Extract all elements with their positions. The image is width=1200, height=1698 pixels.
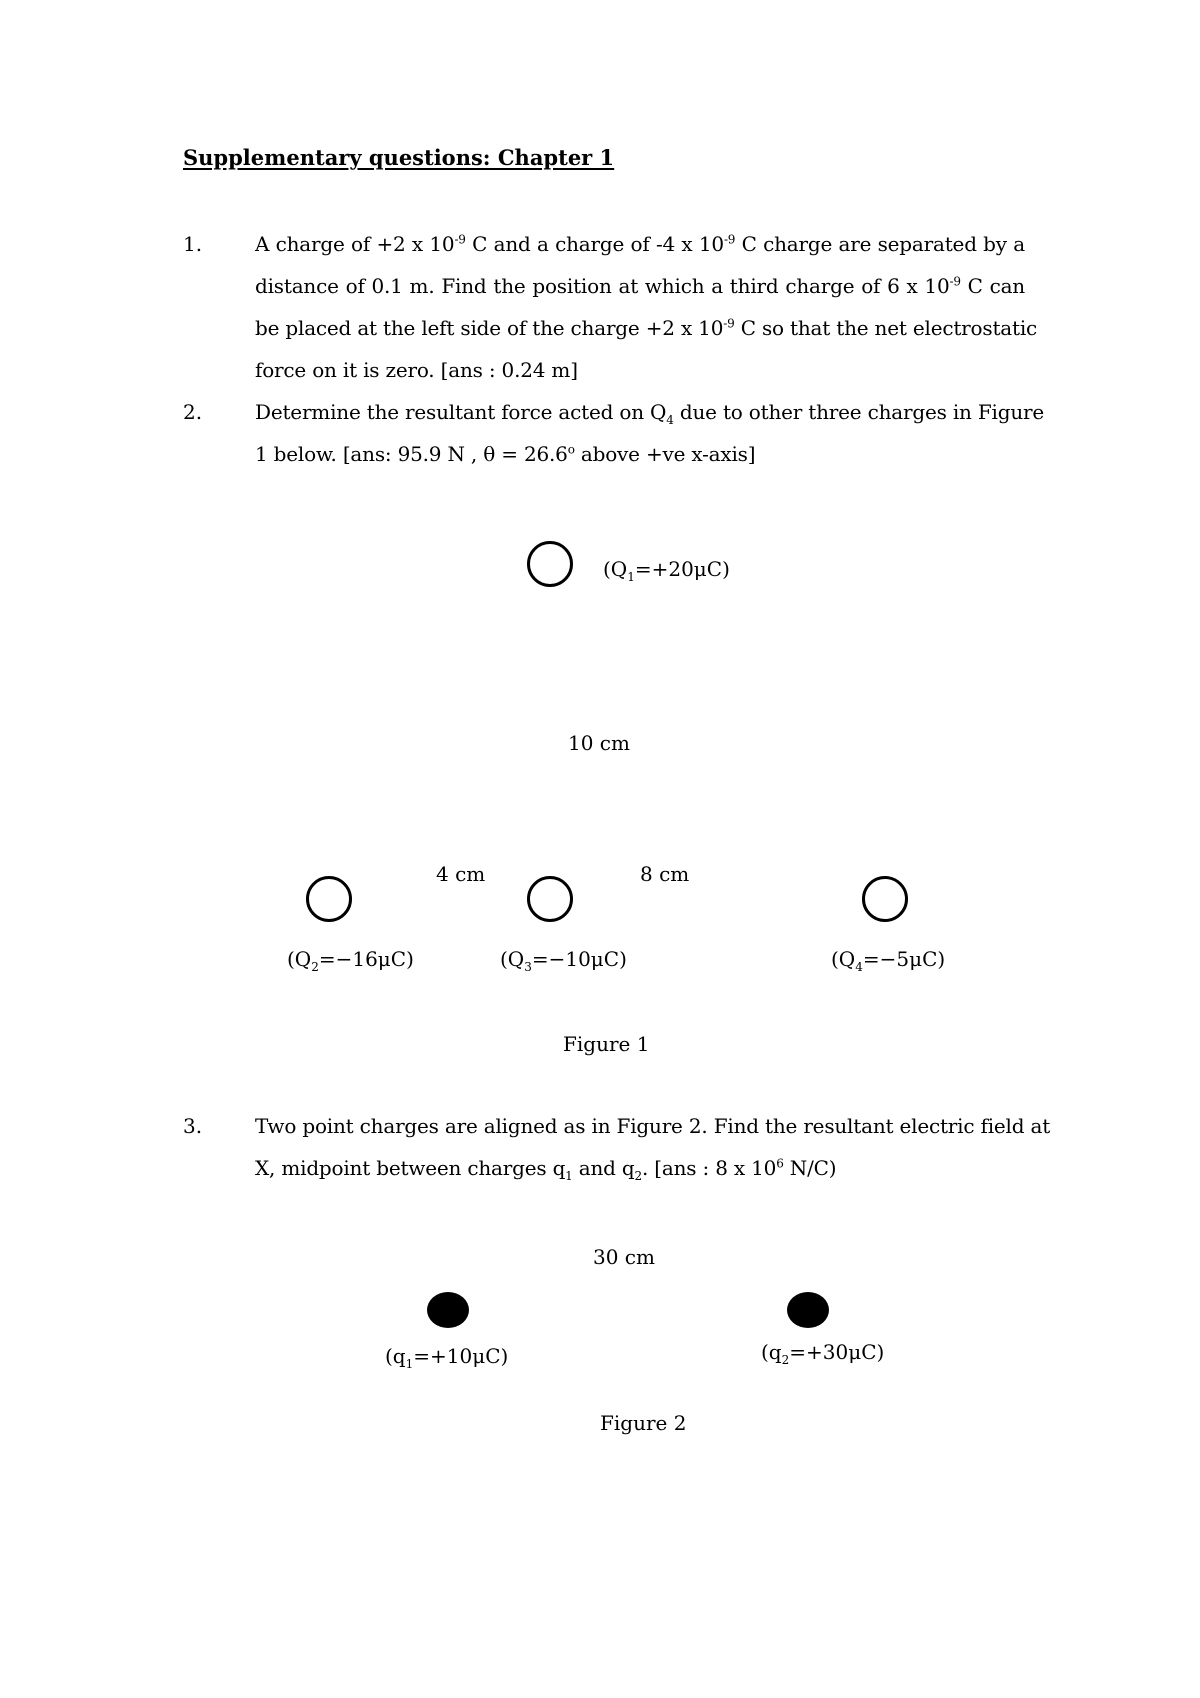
distance-30cm-label: 30 cm (593, 1245, 655, 1269)
charge-q2-label: $(Q_2=-16\mu C)$ (287, 947, 414, 974)
question-3-number: 3. (183, 1114, 203, 1138)
distance-8cm-label: 8 cm (640, 862, 690, 886)
charge-q3-circle (527, 876, 573, 922)
charge-q1-dot (427, 1292, 469, 1328)
charge-q3-label: $(Q_3=-10\mu C)$ (500, 947, 627, 974)
question-2-line-2: 1 below. [ans: 95.9 N , $\theta = 26.6^o$ above +ve x-axis] (255, 442, 756, 466)
charge-q4-circle (862, 876, 908, 922)
question-1-line-1: A charge of +2 x $10^{-9}$ C and a charge of -4 x $10^{-9}$ C charge are separated by a (255, 232, 1025, 256)
question-1-number: 1. (183, 232, 203, 256)
charge-q2-circle (306, 876, 352, 922)
question-2-line-1: Determine the resultant force acted on $Q_4$ due to other three charges in Figure (255, 400, 1045, 427)
charge-small-q2-label: $(q_2=+30\mu C)$ (761, 1340, 885, 1367)
question-1-line-2: distance of 0.1 m. Find the position at which a third charge of 6 x $10^{-9}$ C can (255, 274, 1025, 298)
charge-q4-label: $(Q_4=-5\mu C)$ (831, 947, 946, 974)
question-1-line-3: be placed at the left side of the charge +2 x $10^{-9}$ C so that the net electrostatic (255, 316, 1038, 340)
distance-10cm-label: 10 cm (568, 731, 630, 755)
charge-q1-label: $(Q_1=+20\mu C)$ (603, 557, 730, 584)
figure-2-caption: Figure 2 (600, 1411, 687, 1435)
charge-q2-dot (787, 1292, 829, 1328)
figure-1-caption: Figure 1 (563, 1032, 650, 1056)
charge-q1-circle (527, 541, 573, 587)
page-title: Supplementary questions: Chapter 1 (183, 145, 615, 170)
question-3-line-1: Two point charges are aligned as in Figure 2. Find the resultant electric field at (255, 1114, 1051, 1138)
distance-4cm-label: 4 cm (436, 862, 486, 886)
question-1-line-4: force on it is zero. [ans : 0.24 m] (255, 358, 578, 382)
charge-small-q1-label: $(q_1=+10\mu C)$ (385, 1344, 509, 1371)
question-3-line-2: X, midpoint between charges $q_1$ and $q_2$. [ans : 8 x $10^6$ N/C) (255, 1156, 837, 1183)
question-2-number: 2. (183, 400, 203, 424)
